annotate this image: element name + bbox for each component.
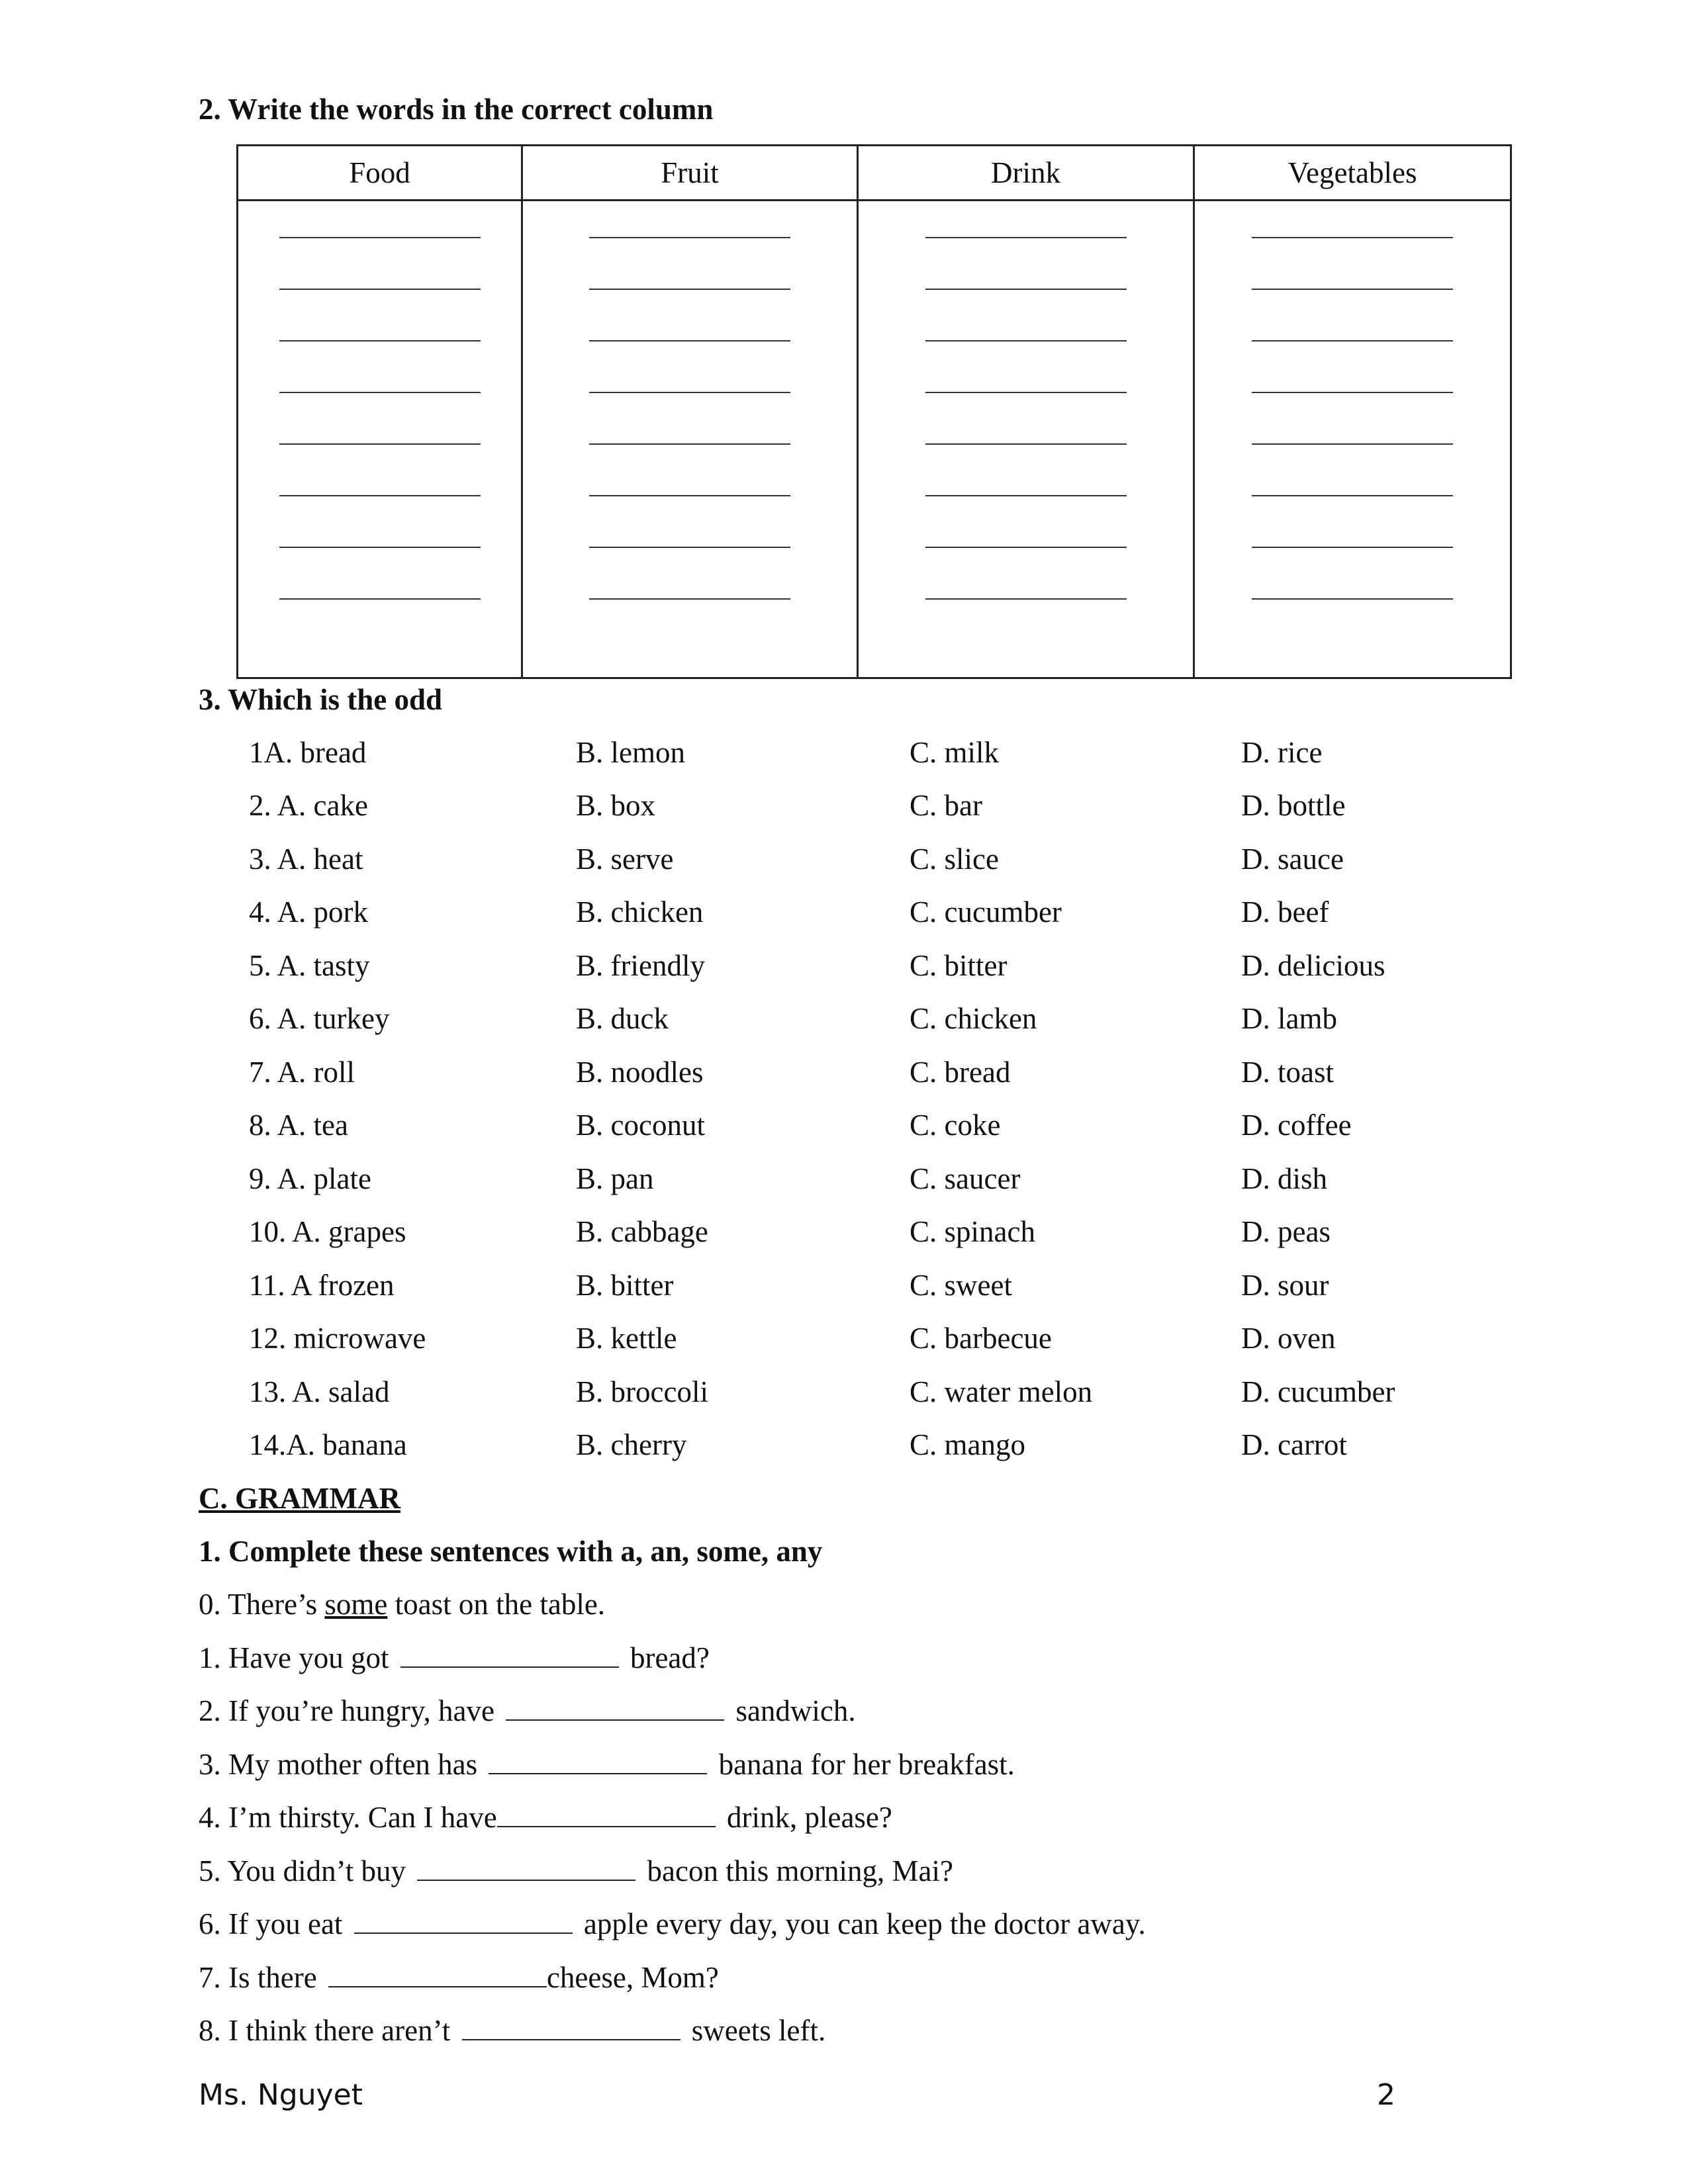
question-row <box>0 1004 1688 1041</box>
option-d[interactable]: D. peas <box>1241 1215 1331 1248</box>
option-a[interactable]: 11. A frozen <box>249 1269 395 1302</box>
answer-line[interactable] <box>279 443 481 445</box>
answer-blank[interactable] <box>506 1719 724 1721</box>
answer-line[interactable] <box>589 392 790 393</box>
option-a[interactable]: 4. A. pork <box>249 895 368 929</box>
fruit-answer-cell <box>522 201 858 678</box>
option-b[interactable]: B. duck <box>576 1002 669 1035</box>
sentence-4 <box>199 1803 892 1833</box>
sentence-7 <box>199 1963 719 1993</box>
option-d[interactable]: D. toast <box>1241 1056 1334 1089</box>
sentence-post: sandwich. <box>735 1694 856 1727</box>
sentence-post: banana for her breakfast. <box>718 1748 1015 1781</box>
answer-line[interactable] <box>279 598 481 600</box>
vegetables-answer-cell <box>1194 201 1511 678</box>
sentence-6 <box>199 1909 1146 1939</box>
column-header-drink: Drink <box>858 146 1194 201</box>
option-a[interactable]: 10. A. grapes <box>249 1215 406 1248</box>
answer-line[interactable] <box>279 237 481 238</box>
option-c[interactable]: C. barbecue <box>910 1322 1052 1355</box>
option-b[interactable]: B. friendly <box>576 949 705 982</box>
answer-line[interactable] <box>589 495 790 496</box>
option-a[interactable]: 12. microwave <box>249 1322 426 1355</box>
sentence-pre: 2. If you’re hungry, have <box>199 1694 494 1727</box>
grammar-task-title: 1. Complete these sentences with a, an, some, any <box>199 1535 823 1568</box>
option-c[interactable]: C. spinach <box>910 1215 1035 1248</box>
question-row <box>0 1430 1688 1467</box>
option-d[interactable]: D. carrot <box>1241 1428 1347 1461</box>
question-row <box>0 1377 1688 1414</box>
sentence-pre: 5. You didn’t buy <box>199 1854 406 1888</box>
option-b[interactable]: B. noodles <box>576 1056 704 1089</box>
option-c[interactable]: C. bitter <box>910 949 1008 982</box>
answer-line[interactable] <box>279 495 481 496</box>
option-d[interactable]: D. bottle <box>1241 789 1346 822</box>
option-c[interactable]: C. chicken <box>910 1002 1037 1035</box>
question-row <box>0 897 1688 934</box>
answer-line[interactable] <box>589 289 790 290</box>
answer-line[interactable] <box>279 392 481 393</box>
option-a[interactable]: 7. A. roll <box>249 1056 355 1089</box>
option-a[interactable]: 5. A. tasty <box>249 949 370 982</box>
table-header-row <box>238 146 1511 201</box>
sentence-pre: 6. If you eat <box>199 1907 343 1940</box>
option-c[interactable]: C. sweet <box>910 1269 1012 1302</box>
sentence-pre: 1. Have you got <box>199 1641 389 1674</box>
question-row <box>0 1271 1688 1308</box>
answer-blank[interactable] <box>417 1880 635 1881</box>
answer-line[interactable] <box>279 547 481 548</box>
sentence-post: bacon this morning, Mai? <box>647 1854 953 1888</box>
answer-line[interactable] <box>279 289 481 290</box>
option-b[interactable]: B. kettle <box>576 1322 677 1355</box>
drink-blanks <box>859 201 1193 600</box>
question-row <box>0 1111 1688 1148</box>
answer-line[interactable] <box>279 340 481 341</box>
option-b[interactable]: B. chicken <box>576 895 704 929</box>
sentence-2 <box>199 1696 856 1726</box>
option-c[interactable]: C. coke <box>910 1109 1001 1142</box>
answer-line[interactable] <box>1252 340 1453 341</box>
sentence-5 <box>199 1856 953 1886</box>
answer-line[interactable] <box>1252 392 1453 393</box>
table-answer-row <box>238 201 1511 678</box>
option-d[interactable]: D. sauce <box>1241 842 1344 876</box>
answer-line[interactable] <box>589 237 790 238</box>
sentence-pre: 4. I’m thirsty. Can I have <box>199 1801 497 1834</box>
sentence-pre: 7. Is there <box>199 1961 317 1994</box>
answer-blank[interactable] <box>497 1826 716 1827</box>
answer-line[interactable] <box>925 340 1127 341</box>
sentence-post: cheese, Mom? <box>546 1961 719 1994</box>
food-answer-cell <box>238 201 522 678</box>
section3-title: 3. Which is the odd <box>199 683 443 716</box>
question-row <box>0 1324 1688 1361</box>
answer-line[interactable] <box>1252 598 1453 600</box>
sentence-pre: 3. My mother often has <box>199 1748 478 1781</box>
question-row <box>0 738 1688 775</box>
section2-title: 2. Write the words in the correct column <box>199 93 714 126</box>
answer-line[interactable] <box>1252 547 1453 548</box>
option-a[interactable]: 8. A. tea <box>249 1109 348 1142</box>
option-b[interactable]: B. box <box>576 789 656 822</box>
drink-answer-cell <box>858 201 1194 678</box>
option-d[interactable]: D. beef <box>1241 895 1329 929</box>
vegetables-blanks <box>1195 201 1510 600</box>
option-b[interactable]: B. broccoli <box>576 1375 708 1408</box>
column-header-fruit: Fruit <box>522 146 858 201</box>
answer-line[interactable] <box>925 495 1127 496</box>
example-post: toast on the table. <box>387 1588 606 1621</box>
option-d[interactable]: D. sour <box>1241 1269 1329 1302</box>
option-a[interactable]: 9. A. plate <box>249 1162 371 1195</box>
option-b[interactable]: B. coconut <box>576 1109 705 1142</box>
example-pre: 0. There’s <box>199 1588 325 1621</box>
option-b[interactable]: B. serve <box>576 842 674 876</box>
sentence-post: drink, please? <box>726 1801 892 1834</box>
food-blanks <box>238 201 521 600</box>
column-header-food: Food <box>238 146 522 201</box>
column-header-vegetables: Vegetables <box>1194 146 1511 201</box>
sentence-post: sweets left. <box>691 2014 826 2047</box>
answer-line[interactable] <box>1252 495 1453 496</box>
option-c[interactable]: C. bar <box>910 789 982 822</box>
answer-line[interactable] <box>925 547 1127 548</box>
option-c[interactable]: C. cucumber <box>910 895 1062 929</box>
question-row <box>0 844 1688 882</box>
answer-line[interactable] <box>925 598 1127 600</box>
answer-line[interactable] <box>589 598 790 600</box>
footer-author: Ms. Nguyet <box>199 2078 363 2112</box>
option-b[interactable]: B. cabbage <box>576 1215 708 1248</box>
option-c[interactable]: C. slice <box>910 842 999 876</box>
option-a[interactable]: 2. A. cake <box>249 789 368 822</box>
answer-blank[interactable] <box>354 1933 573 1934</box>
answer-line[interactable] <box>1252 237 1453 238</box>
answer-blank[interactable] <box>489 1773 707 1774</box>
option-b[interactable]: B. cherry <box>576 1428 687 1461</box>
answer-line[interactable] <box>589 340 790 341</box>
answer-line[interactable] <box>1252 289 1453 290</box>
option-c[interactable]: C. milk <box>910 736 1000 769</box>
grammar-heading: C. GRAMMAR <box>199 1482 400 1515</box>
question-row <box>0 1058 1688 1095</box>
option-c[interactable]: C. bread <box>910 1056 1011 1089</box>
answer-blank[interactable] <box>328 1986 547 1987</box>
option-a[interactable]: 14.A. banana <box>249 1428 407 1461</box>
sentence-post: apple every day, you can keep the doctor away. <box>583 1907 1146 1940</box>
answer-line[interactable] <box>1252 443 1453 445</box>
example-answer: some <box>324 1588 388 1621</box>
option-a[interactable]: 6. A. turkey <box>249 1002 390 1035</box>
answer-line[interactable] <box>925 443 1127 445</box>
option-d[interactable]: D. lamb <box>1241 1002 1337 1035</box>
answer-line[interactable] <box>589 547 790 548</box>
sentence-1 <box>199 1643 710 1673</box>
question-row <box>0 1217 1688 1254</box>
option-b[interactable]: B. pan <box>576 1162 654 1195</box>
answer-line[interactable] <box>925 237 1127 238</box>
option-d[interactable]: D. rice <box>1241 736 1323 769</box>
option-c[interactable]: C. saucer <box>910 1162 1021 1195</box>
option-b[interactable]: B. bitter <box>576 1269 674 1302</box>
answer-line[interactable] <box>589 443 790 445</box>
fruit-blanks <box>523 201 857 600</box>
question-row <box>0 951 1688 988</box>
answer-blank[interactable] <box>400 1666 619 1668</box>
sentence-8 <box>199 2016 825 2046</box>
option-d[interactable]: D. coffee <box>1241 1109 1352 1142</box>
option-a[interactable]: 3. A. heat <box>249 842 363 876</box>
option-c[interactable]: C. mango <box>910 1428 1025 1461</box>
option-b[interactable]: B. lemon <box>576 736 685 769</box>
option-d[interactable]: D. oven <box>1241 1322 1336 1355</box>
answer-blank[interactable] <box>462 2039 680 2040</box>
option-c[interactable]: C. water melon <box>910 1375 1093 1408</box>
sentence-3 <box>199 1750 1015 1780</box>
option-a[interactable]: 13. A. salad <box>249 1375 390 1408</box>
answer-line[interactable] <box>925 392 1127 393</box>
option-d[interactable]: D. cucumber <box>1241 1375 1395 1408</box>
sentence-post: bread? <box>630 1641 710 1674</box>
sorting-table <box>236 144 1512 679</box>
option-a[interactable]: 1A. bread <box>249 736 367 769</box>
question-row <box>0 1164 1688 1201</box>
sentence-pre: 8. I think there aren’t <box>199 2014 451 2047</box>
option-d[interactable]: D. dish <box>1241 1162 1328 1195</box>
question-row <box>0 791 1688 828</box>
example-sentence <box>199 1590 605 1619</box>
option-d[interactable]: D. delicious <box>1241 949 1385 982</box>
answer-line[interactable] <box>925 289 1127 290</box>
footer-page-number: 2 <box>1377 2078 1395 2112</box>
